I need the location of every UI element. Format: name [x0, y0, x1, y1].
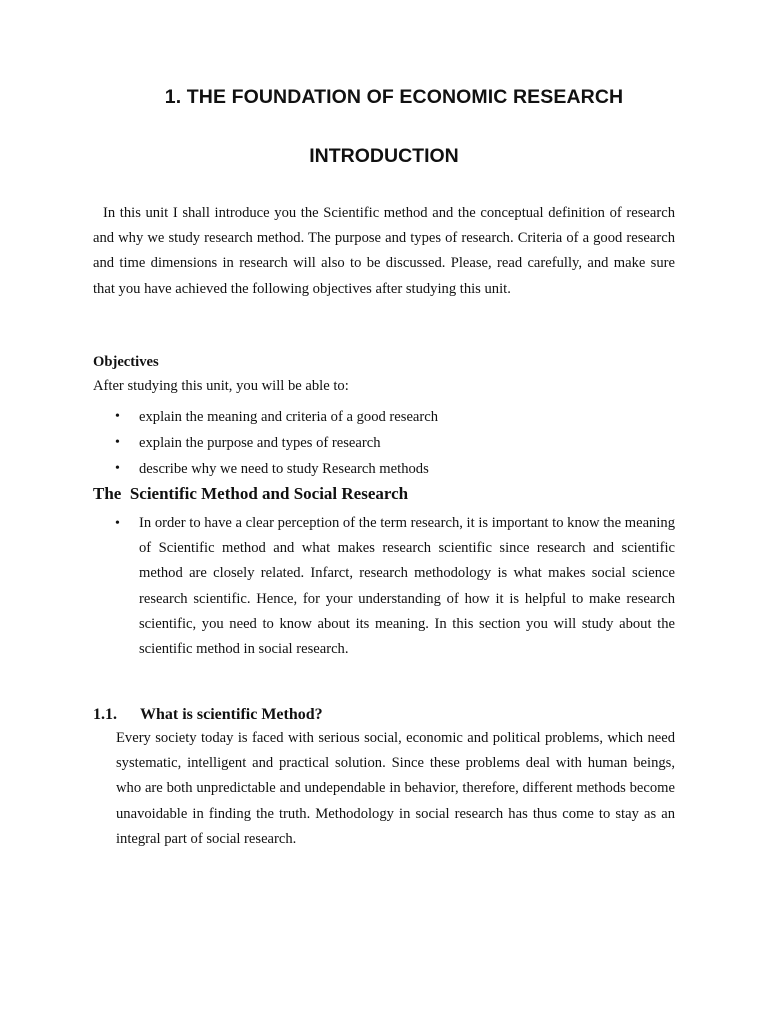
bullet-icon: •: [115, 461, 120, 477]
chapter-title: 1. THE FOUNDATION OF ECONOMIC RESEARCH: [164, 86, 624, 108]
list-item: [93, 430, 675, 456]
objective-text: explain the meaning and criteria of a good research: [139, 409, 439, 425]
list-item: [93, 456, 675, 482]
objective-text: explain the purpose and types of research: [139, 435, 381, 452]
objectives-list: [93, 404, 675, 483]
subsection-title: What is scientific Method?: [140, 706, 323, 723]
subsection-number: 1.1.: [93, 706, 117, 723]
bullet-icon: •: [115, 435, 120, 451]
objectives-lead-text: After studying this unit, you will be able to:: [93, 378, 349, 394]
section-heading: The Scientific Method and Social Research: [93, 484, 409, 503]
objective-text: describe why we need to study Research methods: [139, 461, 429, 478]
introduction-heading: INTRODUCTION: [309, 145, 459, 167]
section-paragraph: In order to have a clear perception of the term research, it is important to know the meaning of Scientific method and what makes research scientific since research and scientific method are closely related. Infarct, research methodology is what makes social science research scientific. Hence, for your understanding of how it is helpful to make research scientific, you need to know about its meaning. In this section you will study about the scientific method in social research.: [139, 515, 675, 658]
subsection-paragraph: Every society today is faced with serious social, economic and political problems, which need systematic, intelligent and practical solution. Since these problems deal with human beings, who are both unpredictable and undependable in behavior, therefore, different methods become unavoidable in finding the truth. Methodology in social research has thus come to stay as an integral part of social research.: [116, 730, 675, 847]
bullet-icon: •: [115, 409, 120, 424]
objectives-heading: Objectives: [93, 354, 159, 370]
list-item: [93, 404, 675, 430]
bullet-icon: •: [115, 516, 120, 531]
introduction-paragraph: In this unit I shall introduce you the Scientific method and the conceptual definition of research and why we study research method. The purpose and types of research. Criteria of a good research and time dimensions in research will also to be discussed. Please, read carefully, and make sure that you have achieved the following objectives after studying this unit.: [93, 205, 675, 297]
